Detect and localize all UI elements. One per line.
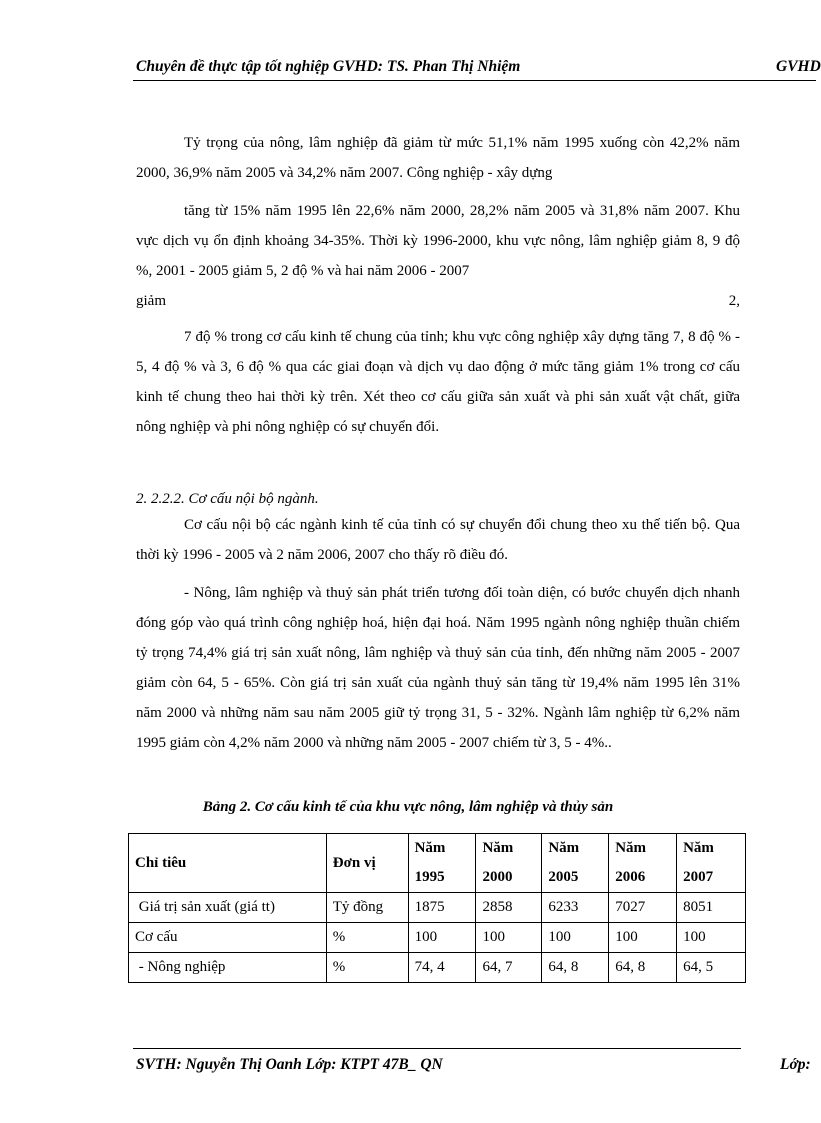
year-value: 2005 xyxy=(548,869,579,885)
row-value: 100 xyxy=(677,923,746,953)
paragraph-4: Cơ cấu nội bộ các ngành kinh tế của tỉnh có sự chuyển đổi chung theo xu thế tiến bộ. Qua thời kỳ 1996 - 2005 và 2 năm 2006, 2007 cho thấy rõ điều đó. xyxy=(136,517,740,563)
year-label: Năm xyxy=(482,840,514,856)
row-value: 2858 xyxy=(476,893,542,923)
table-row xyxy=(129,953,746,983)
header-year-2007 xyxy=(677,834,746,893)
header-unit: Đơn vị xyxy=(326,834,408,893)
row-value: 6233 xyxy=(542,893,609,923)
paragraph-1: Tỷ trọng của nông, lâm nghiệp đã giảm từ mức 51,1% năm 1995 xuống còn 42,2% năm 2000, 36,9% năm 2005 và 34,2% năm 2007. Công nghiệp - xây dựng xyxy=(136,135,740,181)
row-name: Giá trị sản xuất (giá tt) xyxy=(129,893,327,923)
year-value: 2007 xyxy=(683,869,714,885)
row-value: 100 xyxy=(609,923,677,953)
row-value: 74, 4 xyxy=(408,953,476,983)
row-value: 64, 8 xyxy=(542,953,609,983)
row-value: 7027 xyxy=(609,893,677,923)
header-divider xyxy=(133,80,816,81)
row-value: 1875 xyxy=(408,893,476,923)
row-unit: Tỷ đồng xyxy=(326,893,408,923)
header-year-1995 xyxy=(408,834,476,893)
page-header-left: Chuyên đề thực tập tốt nghiệp GVHD: TS. Phan Thị Nhiệm xyxy=(136,58,521,75)
page-footer-right: Lớp: xyxy=(780,1056,811,1073)
row-name: - Nông nghiệp xyxy=(129,953,327,983)
paragraph-5: - Nông, lâm nghiệp và thuỷ sản phát triển tương đối toàn diện, có bước chuyển dịch nhanh đóng góp vào quá trình công nghiệp hoá, hiện đại hoá. Năm 1995 ngành nông nghiệp thuần chiếm tỷ trọng 74,4% giá trị sản xuất nông, lâm nghiệp và thuỷ sản của tỉnh, đến những năm 2005 - 2007 giảm còn 64, 5 - 65%. Còn giá trị sản xuất của ngành thuỷ sản tăng từ 19,4% năm 1995 lên 31% năm 2000 và những năm sau năm 2005 giữ tỷ trọng 31, 5 - 32%. Ngành lâm nghiệp từ 6,2% năm 1995 giảm còn 4,2% năm 2000 và những năm 2005 - 2007 chiếm từ 3, 5 - 4%.. xyxy=(136,585,740,751)
header-year-2005 xyxy=(542,834,609,893)
year-label: Năm xyxy=(683,840,714,856)
table-row xyxy=(129,923,746,953)
paragraph-3: 7 độ % trong cơ cấu kinh tế chung của tỉnh; khu vực công nghiệp xây dựng tăng 7, 8 độ % - 5, 4 độ % và 3, 6 độ % qua các giai đoạn và dịch vụ dao động ở mức tăng giảm 1% trong cơ cấu kinh tế chung theo hai thời kỳ trên. Xét theo cơ cấu giữa sản xuất và phi sản xuất vật chất, giữa nông nghiệp và phi nông nghiệp có sự chuyển đổi. xyxy=(136,329,740,435)
row-value: 64, 8 xyxy=(609,953,677,983)
year-value: 2006 xyxy=(615,869,646,885)
paragraph-2-last-line xyxy=(136,286,740,316)
row-unit: % xyxy=(326,923,408,953)
year-value: 2000 xyxy=(482,869,513,885)
footer-divider xyxy=(133,1048,741,1049)
paragraph-2 xyxy=(136,196,740,316)
row-value: 64, 7 xyxy=(476,953,542,983)
section-heading: 2. 2.2.2. Cơ cấu nội bộ ngành. xyxy=(136,491,319,507)
year-label: Năm xyxy=(414,840,446,856)
row-value: 8051 xyxy=(677,893,746,923)
row-unit: % xyxy=(326,953,408,983)
paragraph-2-last-left: giảm xyxy=(136,293,166,309)
year-label: Năm xyxy=(548,840,580,856)
header-indicator: Chỉ tiêu xyxy=(129,834,327,893)
year-value: 1995 xyxy=(414,869,445,885)
row-name: Cơ cấu xyxy=(129,923,327,953)
table-header-row xyxy=(129,834,746,893)
row-value: 100 xyxy=(542,923,609,953)
paragraph-2-last-right: 2, xyxy=(728,293,740,309)
year-label: Năm xyxy=(615,840,647,856)
table-row xyxy=(129,893,746,923)
row-value: 64, 5 xyxy=(677,953,746,983)
header-year-2006 xyxy=(609,834,677,893)
page-header-right: GVHD xyxy=(776,58,821,75)
row-value: 100 xyxy=(408,923,476,953)
header-year-2000 xyxy=(476,834,542,893)
page-footer-left: SVTH: Nguyễn Thị Oanh Lớp: KTPT 47B_ QN xyxy=(136,1056,443,1073)
table-caption: Bảng 2. Cơ cấu kinh tế của khu vực nông, lâm nghiệp và thủy sản xyxy=(202,799,614,815)
row-value: 100 xyxy=(476,923,542,953)
paragraph-2-body: tăng từ 15% năm 1995 lên 22,6% năm 2000, 28,2% năm 2005 và 31,8% năm 2007. Khu vực dịch vụ ổn định khoảng 34-35%. Thời kỳ 1996-2000, khu vực nông, lâm nghiệp giảm 8, 9 độ %, 2001 - 2005 giảm 5, 2 độ % và hai năm 2006 - 2007 xyxy=(136,203,740,279)
economic-structure-table xyxy=(128,833,746,983)
